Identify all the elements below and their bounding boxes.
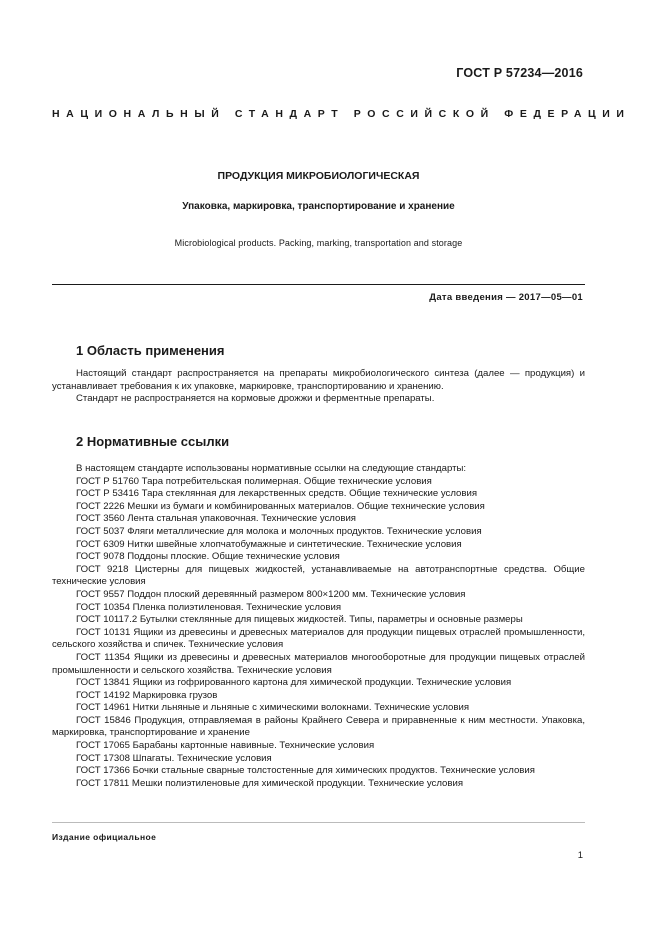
reference-item: ГОСТ 14961 Нитки льняные и льняные с химическими волокнами. Технические условия xyxy=(76,702,470,714)
section-2-title: 2 Нормативные ссылки xyxy=(76,434,230,449)
reference-item: ГОСТ 17065 Барабаны картонные навивные. Технические условия xyxy=(76,740,375,752)
document-title: ПРОДУКЦИЯ МИКРОБИОЛОГИЧЕСКАЯ xyxy=(217,170,420,182)
reference-item: ГОСТ 11354 Ящики из древесины и древесных материалов многооборотные для продукции пищевых отраслей промышленности и сельского хозяйства. Технические условия xyxy=(52,651,585,676)
reference-list xyxy=(52,476,585,791)
national-standard-heading: НАЦИОНАЛЬНЫЙ СТАНДАРТ РОССИЙСКОЙ ФЕДЕРАЦИИ xyxy=(52,108,631,120)
document-title-english: Microbiological products. Packing, marking, transportation and storage xyxy=(174,238,463,248)
title-divider xyxy=(52,284,585,285)
reference-item: ГОСТ 9557 Поддон плоский деревянный размером 800×1200 мм. Технические условия xyxy=(76,588,466,600)
introduction-date: Дата введения — 2017—05—01 xyxy=(429,292,583,303)
reference-item: ГОСТ 13841 Ящики из гофрированного картона для химической продукции. Технические условия xyxy=(76,677,512,689)
document-code: ГОСТ Р 57234—2016 xyxy=(456,66,583,80)
reference-item: ГОСТ 17811 Мешки полиэтиленовые для химической продукции. Технические условия xyxy=(76,777,464,789)
reference-item: ГОСТ 5037 Фляги металлические для молока и молочных продуктов. Технические условия xyxy=(76,525,482,537)
reference-item: ГОСТ 17308 Шпагаты. Технические условия xyxy=(76,752,272,764)
reference-item: ГОСТ 6309 Нитки швейные хлопчатобумажные и синтетические. Технические условия xyxy=(76,538,462,550)
reference-item: ГОСТ 9218 Цистерны для пищевых жидкостей, устанавливаемые на автотранспортные средства. Общие технические условия xyxy=(52,563,585,588)
reference-item: ГОСТ 2226 Мешки из бумаги и комбинированных материалов. Общие технические условия xyxy=(76,500,485,512)
reference-item: ГОСТ 14192 Маркировка грузов xyxy=(76,689,218,701)
reference-item: ГОСТ Р 53416 Тара стеклянная для лекарственных средств. Общие технические условия xyxy=(76,488,478,500)
reference-item: ГОСТ 15846 Продукция, отправляемая в районы Крайнего Севера и приравненные к ним местности. Упаковка, маркировка, транспортирование и хранение xyxy=(52,714,585,739)
footer-divider xyxy=(52,822,585,823)
page-number: 1 xyxy=(577,850,583,861)
paragraph: Настоящий стандарт распространяется на препараты микробиологического синтеза (далее — продукция) и устанавливает требования к их упаковке, маркировке, транспортированию и хранению. xyxy=(52,368,585,392)
section-2-body xyxy=(52,463,585,790)
reference-item: ГОСТ 10117.2 Бутылки стеклянные для пищевых жидкостей. Типы, параметры и основные размеры xyxy=(76,614,523,626)
paragraph: Стандарт не распространяется на кормовые дрожжи и ферментные препараты. xyxy=(76,393,435,405)
reference-item: ГОСТ 10354 Пленка полиэтиленовая. Технические условия xyxy=(76,601,342,613)
edition-label: Издание официальное xyxy=(52,832,157,842)
reference-item: ГОСТ Р 51760 Тара потребительская полимерная. Общие технические условия xyxy=(76,475,432,487)
reference-item: ГОСТ 3560 Лента стальная упаковочная. Технические условия xyxy=(76,513,356,525)
document-subtitle: Упаковка, маркировка, транспортирование и хранение xyxy=(182,201,455,212)
reference-item: ГОСТ 17366 Бочки стальные сварные толстостенные для химических продуктов. Технические условия xyxy=(76,765,535,777)
section-1-body xyxy=(52,368,585,406)
reference-item: ГОСТ 10131 Ящики из древесины и древесных материалов для продукции пищевых отраслей промышленности, сельского хозяйства и спичек. Технические условия xyxy=(52,626,585,651)
section-1-title: 1 Область применения xyxy=(76,343,225,358)
references-intro: В настоящем стандарте использованы нормативные ссылки на следующие стандарты: xyxy=(76,463,467,474)
reference-item: ГОСТ 9078 Поддоны плоские. Общие технические условия xyxy=(76,551,340,563)
